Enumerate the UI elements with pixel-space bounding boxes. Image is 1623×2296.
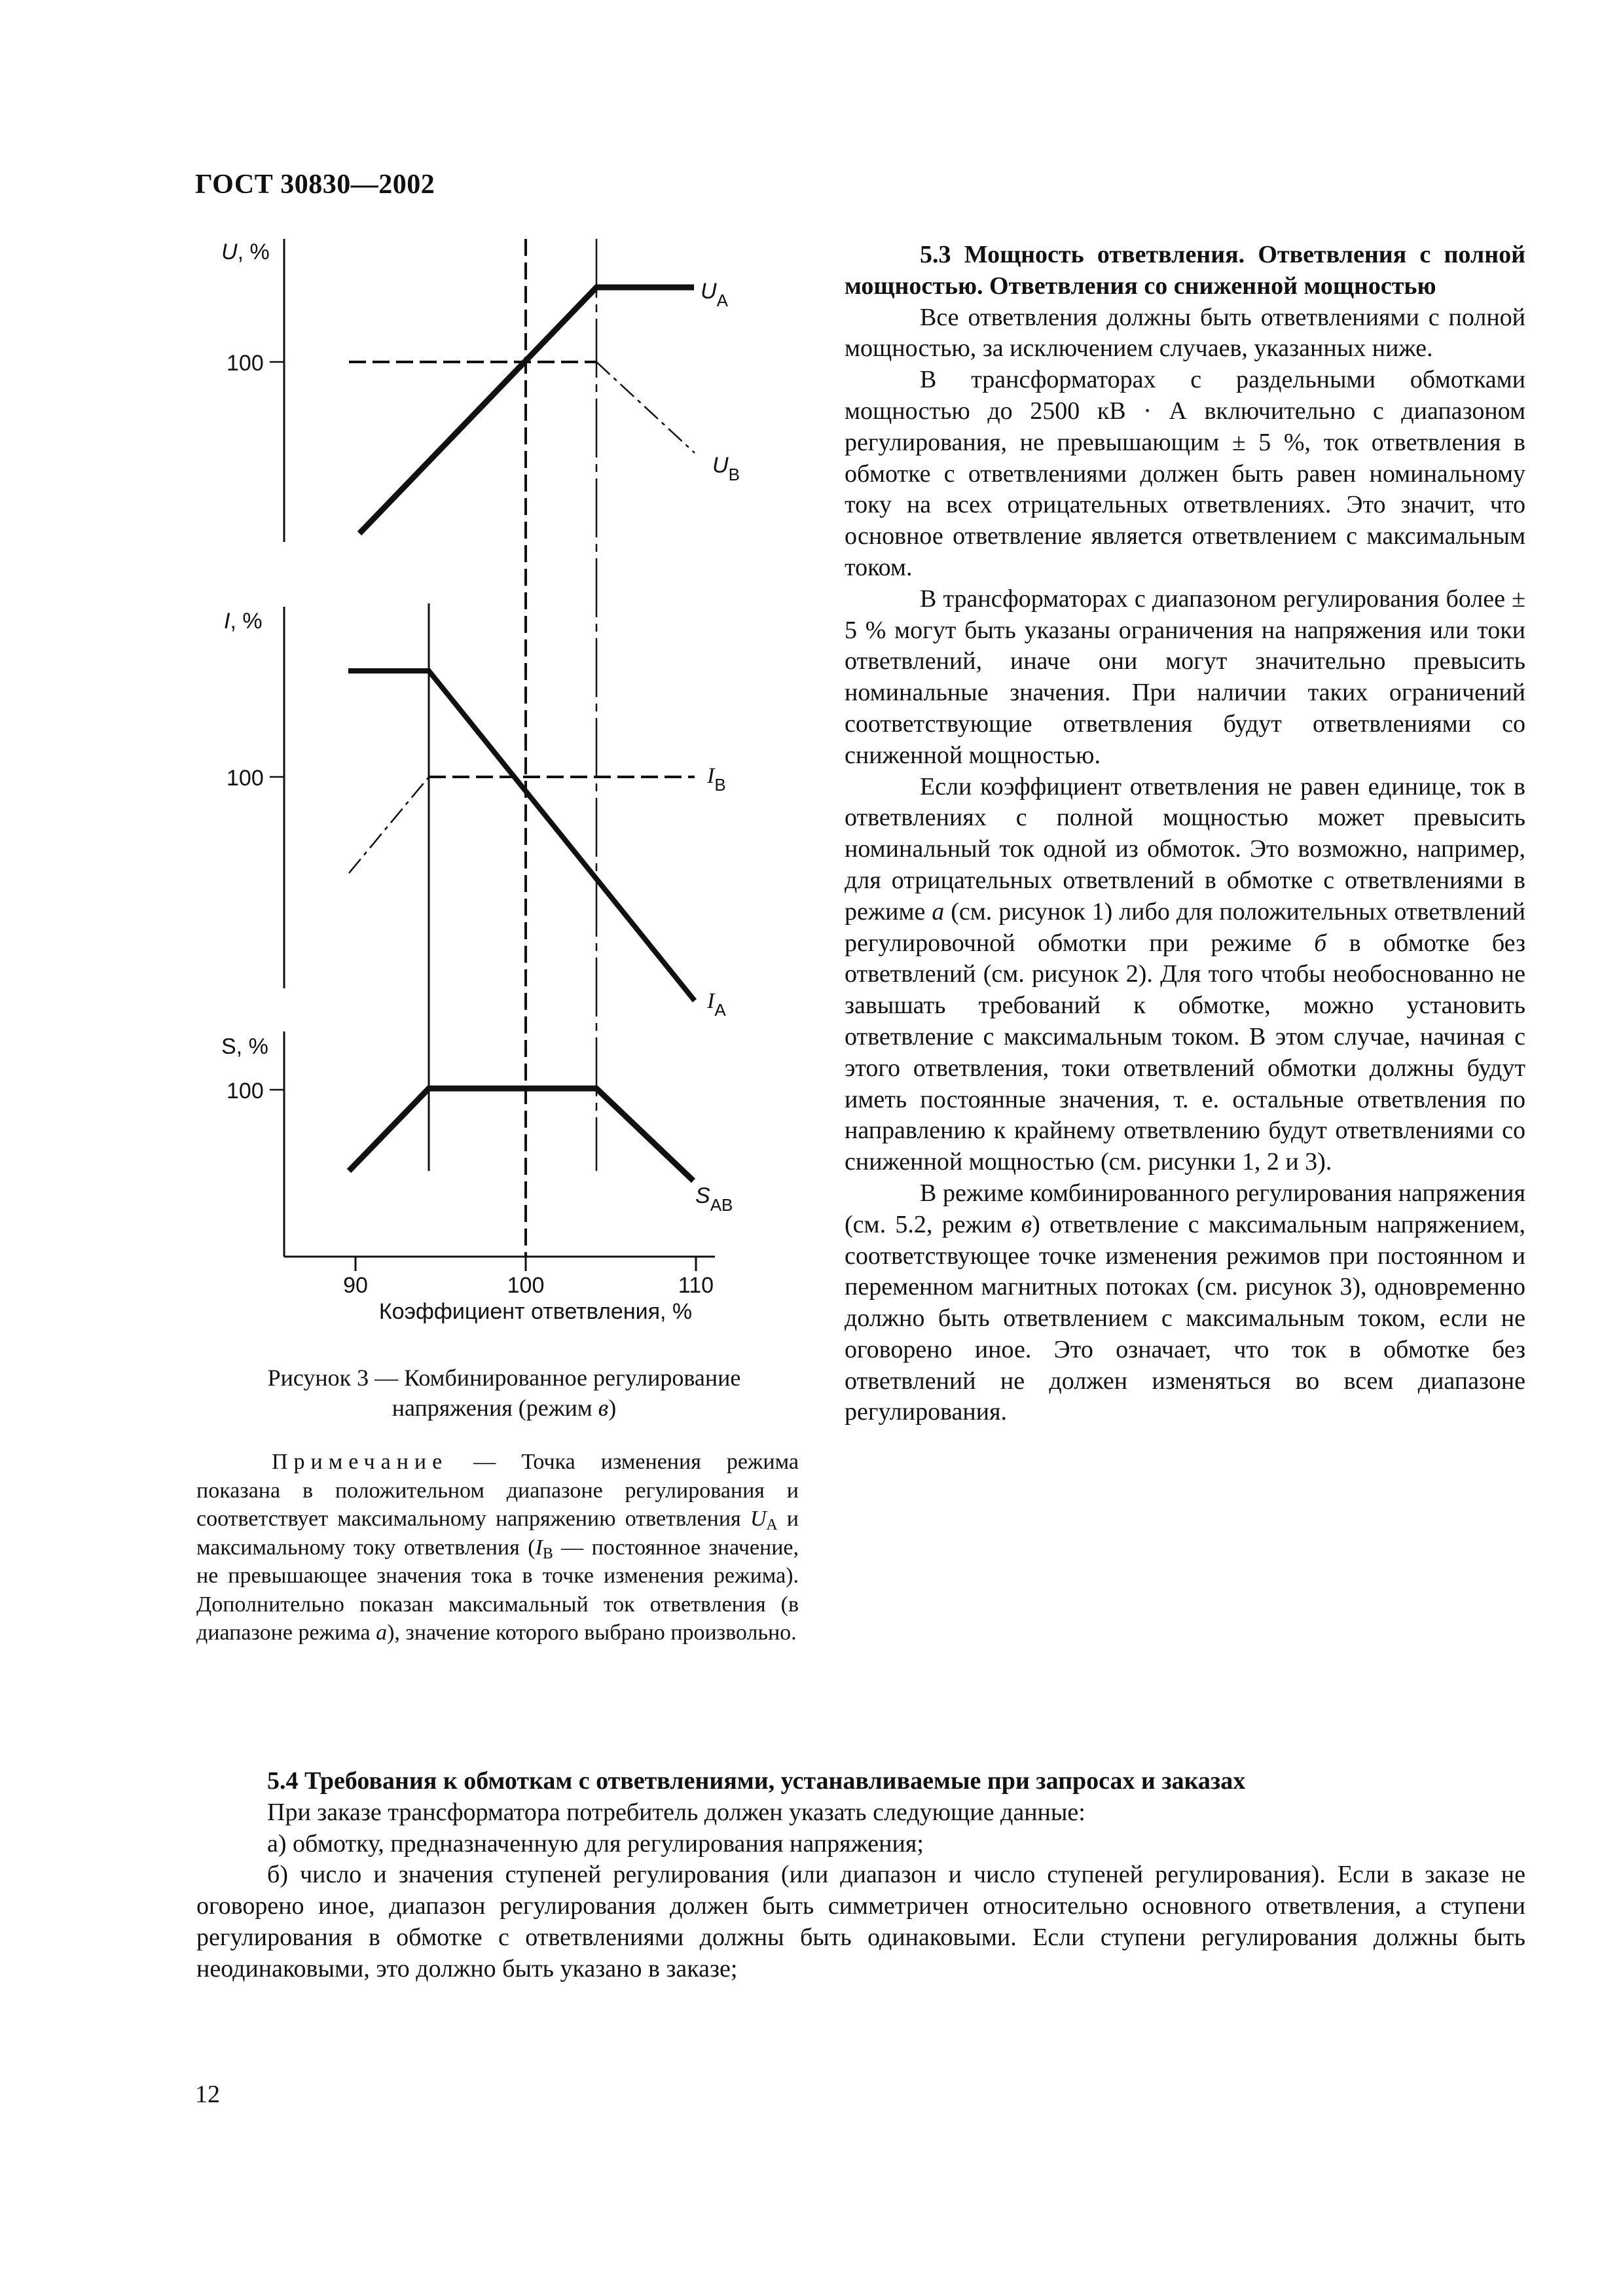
note-text: — постоянное значение, не превышающее значения тока в точке изменения режима). Дополнительно показан максимальный ток ответвления (в диапазоне режима (196, 1535, 799, 1645)
label-ia: $I_A$ (707, 989, 726, 1020)
i-tick-label: 100 (227, 766, 264, 791)
label-ua: $U_A$ (701, 279, 728, 310)
label-ib: $I_B$ (707, 764, 726, 795)
figure-3-chart (0, 0, 786, 1348)
section-5-4-heading: 5.4 Требования к обмоткам с ответвлениями, устанавливаемые при запросах и заказах (267, 1767, 1246, 1795)
u-tick-label: 100 (227, 351, 264, 376)
paragraph (845, 772, 1525, 1178)
note-text: и максимальному току ответвления ( (196, 1507, 799, 1560)
label-sab: $S_{AB}$ (695, 1183, 733, 1215)
section-5-4 (196, 1766, 1525, 1985)
note-label: Примечание (272, 1450, 448, 1474)
series-ub-dashdot (596, 362, 695, 453)
paragraph: В трансформаторах с раздельными обмотками мощностью до 2500 кВ · А включительно с диапазоном регулирования, не превышающим ± 5 %, ток ответвления в обмотке с ответвлениями должен быть равен номинальному току на всех отрицательных ответвлениях. Это значит, что основное ответвление является ответвлением с максимальным током. (845, 366, 1525, 581)
list-item-b: б) число и значения ступеней регулирования (или диапазон и число ступеней регулирования). Если в заказе не оговорено иное, диапазон регулирования должен быть симметричен относительно основного ответвления, а ступени регулирования в обмотке с ответвлениями должны быть одинаковыми. Если ступени регулирования должны быть неодинаковыми, это должно быть указано в заказе; (196, 1861, 1525, 1982)
text: в обмотке без ответвлений (см. рисунок 2). Для того чтобы необоснованно не завышать требований к обмотке, можно установить ответвление с максимальным током. В этом случае, начиная с этого ответвления, токи ответвлений обмотки должны будут иметь постоянные значения, т. е. остальные ответвления по направлению к крайнему ответвлению будут ответвлениями со сниженной мощностью (см. рисунки 1, 2 и 3). (845, 929, 1525, 1176)
page-number: 12 (195, 2081, 220, 2108)
note-ua: U (750, 1507, 767, 1531)
series-ib-dashdot (349, 777, 429, 873)
mode-v: в (1021, 1210, 1032, 1238)
caption-mode: в (598, 1395, 609, 1421)
text: В режиме комбинированного регулирования напряжения (см. 5.2, режим (845, 1179, 1525, 1238)
paragraph: Все ответвления должны быть ответвлениями с полной мощностью, за исключением случаев, указанных ниже. (845, 303, 1525, 363)
caption-line-1: Рисунок 3 — Комбинированное регулирование (267, 1365, 741, 1391)
note-ua-sub: A (766, 1516, 778, 1534)
figure-caption (196, 1363, 812, 1423)
x-axis (284, 1257, 715, 1324)
paragraph (845, 1178, 1525, 1428)
s-panel (221, 1031, 284, 1257)
list-item-a: а) обмотку, предназначенную для регулирования напряжения; (267, 1829, 924, 1857)
note-ib-sub: B (542, 1545, 553, 1562)
x-tick-label-110: 110 (678, 1273, 714, 1298)
mode-b: б (1314, 929, 1327, 957)
paragraph: При заказе трансформатора потребитель должен указать следующие данные: (267, 1798, 1085, 1826)
text: (см. рисунок 1) либо для положительных ответвлений регулировочной обмотки при режиме (845, 897, 1526, 957)
caption-line-2 (196, 1393, 812, 1423)
note-ib: I (535, 1535, 543, 1560)
x-tick-label-100: 100 (507, 1273, 545, 1298)
note-text: — Точка изменения режима показана в положительном диапазоне регулирования и соответствует максимальному напряжению ответвления (196, 1450, 799, 1531)
u-panel (221, 239, 284, 542)
document-header: ГОСТ 30830—2002 (195, 170, 435, 200)
figure-note (196, 1448, 799, 1647)
paragraph: В трансформаторах с диапазоном регулирования более ± 5 % могут быть указаны ограничения на напряжения или токи ответвлений, иначе они могут значительно превысить номинальные значения. При наличии таких ограничений соответствующие ответвления будут ответвлениями со сниженной мощностью. (845, 584, 1525, 769)
mode-a: а (932, 897, 945, 925)
note-text: ), значение которого выбрано произвольно. (387, 1621, 797, 1645)
s-axis-label: S, % (221, 1034, 268, 1059)
series-sab (349, 1088, 693, 1181)
i-axis-label: I, % (224, 609, 263, 634)
caption-text: напряжения (режим (392, 1395, 598, 1421)
u-axis-label: U, % (221, 240, 270, 264)
i-panel (224, 607, 284, 988)
text: Если коэффициент ответвления не равен единице, ток в ответвлениях с полной мощностью может превысить номинальный ток одной из обмоток. Это возможно, например, для отрицательных ответвлений в обмотке с ответвлениями в режиме (845, 772, 1525, 925)
section-5-3-heading: 5.3 Мощность ответвления. Ответвления с полной мощностью. Ответвления со сниженной мощностью (845, 241, 1525, 300)
reference-lines (429, 239, 596, 1257)
x-axis-label: Коэффициент ответвления, % (378, 1299, 693, 1324)
caption-text-end: ) (608, 1395, 617, 1421)
section-5-3 (845, 240, 1525, 1428)
label-ub: $U_B$ (712, 453, 740, 484)
note-mode-a: а (376, 1621, 388, 1645)
series-ia (348, 671, 695, 1001)
s-tick-label: 100 (227, 1079, 264, 1103)
x-tick-label-90: 90 (343, 1273, 368, 1298)
text: ) ответвление с максимальным напряжением, соответствующее точке изменения режимов при постоянном и переменном магнитных потоках (см. рисунок 3), одновременно должно быть ответвлением с максимальным током, если не оговорено иное. Это означает, что ток в обмотке без ответвлений не должен изменяться во всем диапазоне регулирования. (845, 1210, 1525, 1426)
